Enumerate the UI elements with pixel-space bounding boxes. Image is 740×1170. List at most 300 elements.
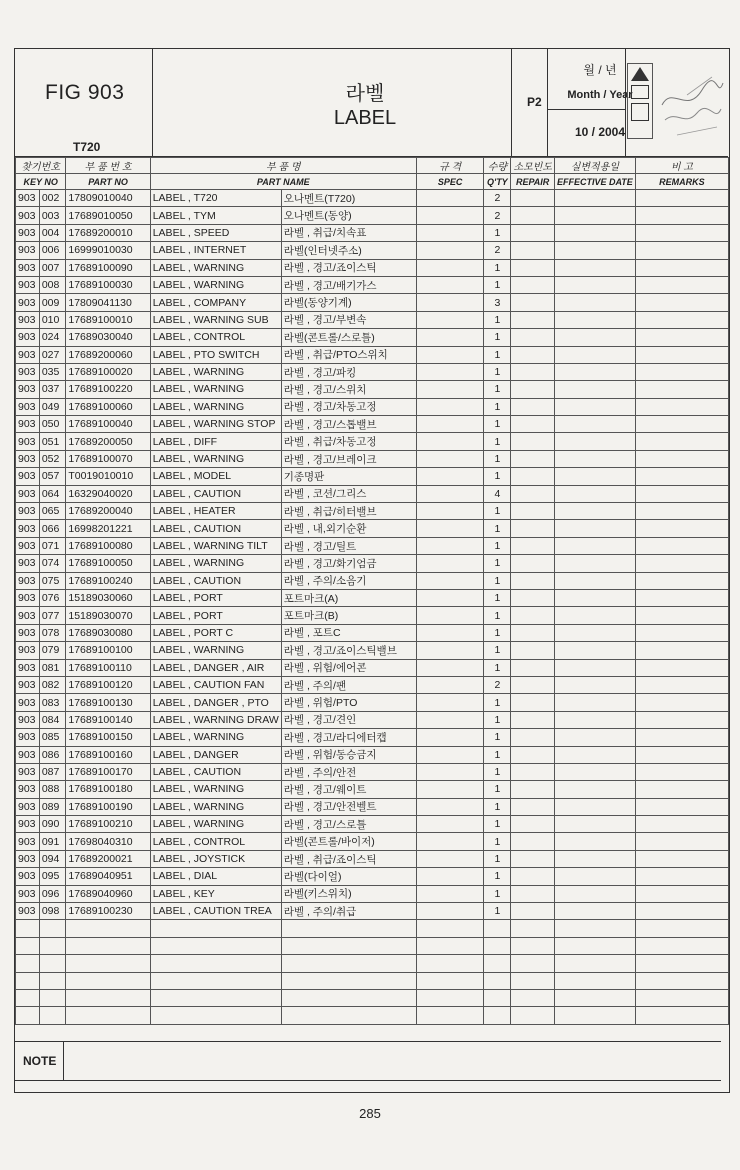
empty-cell [416, 955, 484, 972]
part-name-ko-cell: 라벨 , 위험/에어콘 [281, 659, 416, 676]
repair-cell [511, 572, 555, 589]
qty-cell: 1 [484, 816, 511, 833]
table-row [16, 329, 729, 346]
part-number-cell: 16999010030 [66, 242, 150, 259]
remarks-cell [635, 503, 728, 520]
key-cell: 077 [39, 607, 66, 624]
key-cell: 009 [39, 294, 66, 311]
part-number-cell: 17689030040 [66, 329, 150, 346]
effective-date-cell [554, 329, 635, 346]
spec-cell [416, 537, 484, 554]
empty-cell [416, 920, 484, 937]
part-name-en-cell: LABEL , WARNING STOP [150, 416, 281, 433]
key-cell: 027 [39, 346, 66, 363]
part-name-en-cell: LABEL , CONTROL [150, 833, 281, 850]
part-number-cell: 16329040020 [66, 485, 150, 502]
spec-cell [416, 850, 484, 867]
repair-cell [511, 763, 555, 780]
fig-cell: 903 [16, 659, 40, 676]
qty-cell: 1 [484, 520, 511, 537]
repair-cell [511, 781, 555, 798]
fig-cell: 903 [16, 503, 40, 520]
key-cell: 010 [39, 311, 66, 328]
key-cell: 074 [39, 555, 66, 572]
key-cell: 037 [39, 381, 66, 398]
spec-cell [416, 572, 484, 589]
part-name-en-cell: LABEL , CAUTION TREA [150, 903, 281, 920]
remarks-cell [635, 816, 728, 833]
empty-cell [150, 1007, 281, 1024]
table-row [16, 729, 729, 746]
qty-cell: 1 [484, 642, 511, 659]
empty-row [16, 955, 729, 972]
parts-table [15, 157, 729, 1025]
part-number-cell: 17689100020 [66, 363, 150, 380]
part-name-ko-cell: 라벨(키스위치) [281, 885, 416, 902]
approval-stamp [627, 63, 653, 139]
part-number-header: 부 품 번 호 [66, 158, 150, 174]
remarks-header: 비 고 [635, 158, 728, 174]
part-name-ko-cell: 라벨(동양기계) [281, 294, 416, 311]
key-cell: 064 [39, 485, 66, 502]
fig-cell: 903 [16, 242, 40, 259]
table-row [16, 868, 729, 885]
repair-cell [511, 346, 555, 363]
qty-cell: 1 [484, 363, 511, 380]
part-name-en-cell: LABEL , DANGER [150, 746, 281, 763]
effective-date-cell [554, 659, 635, 676]
part-name-ko-cell: 라벨 , 위험/PTO [281, 694, 416, 711]
effective-date-cell [554, 416, 635, 433]
qty-cell: 1 [484, 468, 511, 485]
empty-cell [16, 937, 40, 954]
part-name-en-cell: LABEL , WARNING [150, 816, 281, 833]
empty-cell [484, 920, 511, 937]
fig-cell: 903 [16, 416, 40, 433]
figure-number: FIG 903 [45, 81, 125, 104]
qty-cell: 4 [484, 485, 511, 502]
key-cell: 082 [39, 676, 66, 693]
header-divider [152, 49, 153, 156]
part-number-cell: 17689100080 [66, 537, 150, 554]
key-cell: 051 [39, 433, 66, 450]
remarks-cell [635, 520, 728, 537]
table-row [16, 363, 729, 380]
qty-cell: 1 [484, 224, 511, 241]
part-number-cell: 17689030080 [66, 624, 150, 641]
part-name-en-cell: LABEL , WARNING TILT [150, 537, 281, 554]
key-cell: 002 [39, 190, 66, 207]
table-row [16, 468, 729, 485]
part-number-cell: 17689100110 [66, 659, 150, 676]
empty-row [16, 989, 729, 1006]
part-name-en-cell: LABEL , CAUTION [150, 572, 281, 589]
spec-header: 규 격 [416, 158, 484, 174]
fig-cell: 903 [16, 398, 40, 415]
effective-date-cell [554, 694, 635, 711]
repair-cell [511, 607, 555, 624]
spec-cell [416, 311, 484, 328]
effective-date-cell [554, 850, 635, 867]
key-cell: 035 [39, 363, 66, 380]
effective-date-cell [554, 242, 635, 259]
spec-cell [416, 468, 484, 485]
repair-cell [511, 329, 555, 346]
spec-cell [416, 450, 484, 467]
repair-header: 소모빈도 [511, 158, 555, 174]
part-name-en-cell: LABEL , MODEL [150, 468, 281, 485]
empty-cell [39, 920, 66, 937]
key-cell: 066 [39, 520, 66, 537]
repair-cell [511, 207, 555, 224]
part-name-ko-cell: 라벨 , 코션/그리스 [281, 485, 416, 502]
repair-cell [511, 224, 555, 241]
key-header: 찾기번호 [16, 158, 66, 174]
empty-cell [281, 1007, 416, 1024]
empty-cell [484, 972, 511, 989]
part-name-header: 부 품 명 [150, 158, 416, 174]
repair-cell [511, 868, 555, 885]
repair-cell [511, 659, 555, 676]
part-name-en-cell: LABEL , CAUTION [150, 763, 281, 780]
spec-cell [416, 885, 484, 902]
spec-cell [416, 833, 484, 850]
repair-cell [511, 363, 555, 380]
spec-cell [416, 242, 484, 259]
table-row [16, 781, 729, 798]
fig-cell: 903 [16, 903, 40, 920]
part-name-ko-cell: 라벨(콘트롤/바이저) [281, 833, 416, 850]
effective-date-cell [554, 468, 635, 485]
part-number-cell: 17689200010 [66, 224, 150, 241]
empty-cell [16, 1007, 40, 1024]
part-number-cell: 17689100120 [66, 676, 150, 693]
part-name-ko-cell: 라벨 , 경고/죠이스틱밸브 [281, 642, 416, 659]
part-name-ko-cell: 라벨 , 내,외기순환 [281, 520, 416, 537]
part-name-ko-cell: 라벨 , 경고/브레이크 [281, 450, 416, 467]
model-name: T720 [73, 140, 101, 154]
table-row [16, 833, 729, 850]
effective-date-cell [554, 624, 635, 641]
repair-cell [511, 190, 555, 207]
key-cell: 071 [39, 537, 66, 554]
remarks-cell [635, 624, 728, 641]
part-number-cell: 17689040960 [66, 885, 150, 902]
table-row [16, 798, 729, 815]
header-divider [547, 109, 625, 110]
repair-cell [511, 259, 555, 276]
key-cell: 086 [39, 746, 66, 763]
fig-cell: 903 [16, 885, 40, 902]
table-row [16, 294, 729, 311]
qty-cell: 1 [484, 572, 511, 589]
remarks-cell [635, 589, 728, 606]
part-name-ko-cell: 라벨 , 경고/파킹 [281, 363, 416, 380]
table-row [16, 572, 729, 589]
part-name-ko-cell: 오나멘트(동양) [281, 207, 416, 224]
effective-date-cell [554, 833, 635, 850]
spec-cell [416, 676, 484, 693]
table-row [16, 503, 729, 520]
part-name-en-cell: LABEL , PTO SWITCH [150, 346, 281, 363]
spec-cell [416, 294, 484, 311]
empty-cell [281, 920, 416, 937]
remarks-cell [635, 242, 728, 259]
effective-date-cell [554, 190, 635, 207]
effective-date-cell [554, 346, 635, 363]
part-name-en-cell: LABEL , KEY [150, 885, 281, 902]
qty-cell: 1 [484, 503, 511, 520]
part-number-cell: 17689100210 [66, 816, 150, 833]
empty-cell [150, 989, 281, 1006]
sheet-header [15, 49, 728, 157]
note-box [15, 1042, 721, 1081]
qty-cell: 1 [484, 903, 511, 920]
fig-cell: 903 [16, 711, 40, 728]
remarks-cell [635, 798, 728, 815]
remarks-cell [635, 746, 728, 763]
effective-date-cell [554, 294, 635, 311]
remarks-header-en: REMARKS [635, 174, 728, 190]
empty-row [16, 937, 729, 954]
empty-cell [150, 972, 281, 989]
part-number-cell: 17689100070 [66, 450, 150, 467]
repair-cell [511, 833, 555, 850]
part-number-cell: 17689100140 [66, 711, 150, 728]
empty-cell [511, 1007, 555, 1024]
part-number-cell: 17689200060 [66, 346, 150, 363]
key-cell: 006 [39, 242, 66, 259]
spec-cell [416, 190, 484, 207]
key-cell: 004 [39, 224, 66, 241]
key-cell: 090 [39, 816, 66, 833]
part-number-cell: 16998201221 [66, 520, 150, 537]
remarks-cell [635, 763, 728, 780]
note-divider [63, 1042, 64, 1080]
empty-cell [416, 989, 484, 1006]
table-row [16, 311, 729, 328]
remarks-cell [635, 190, 728, 207]
part-name-ko-cell: 라벨(다이얼) [281, 868, 416, 885]
remarks-cell [635, 711, 728, 728]
effective-date-cell [554, 311, 635, 328]
part-name-ko-cell: 라벨 , 경고/스로틀 [281, 816, 416, 833]
qty-cell: 1 [484, 416, 511, 433]
empty-cell [416, 1007, 484, 1024]
effective-date-cell [554, 363, 635, 380]
part-number-cell: 17689100240 [66, 572, 150, 589]
empty-cell [66, 989, 150, 1006]
qty-cell: 1 [484, 729, 511, 746]
month-year-value: 10 / 2004 [574, 125, 626, 139]
effective-date-cell [554, 259, 635, 276]
effective-date-cell [554, 450, 635, 467]
empty-cell [554, 972, 635, 989]
repair-cell [511, 276, 555, 293]
empty-cell [554, 1007, 635, 1024]
key-cell: 081 [39, 659, 66, 676]
remarks-cell [635, 659, 728, 676]
key-cell: 078 [39, 624, 66, 641]
effective-date-cell [554, 816, 635, 833]
qty-cell: 1 [484, 329, 511, 346]
qty-cell: 1 [484, 311, 511, 328]
key-cell: 003 [39, 207, 66, 224]
remarks-cell [635, 676, 728, 693]
key-cell: 087 [39, 763, 66, 780]
table-row [16, 816, 729, 833]
empty-cell [484, 1007, 511, 1024]
part-name-en-cell: LABEL , WARNING [150, 642, 281, 659]
part-name-en-cell: LABEL , WARNING [150, 398, 281, 415]
table-row [16, 746, 729, 763]
spec-cell [416, 798, 484, 815]
fig-cell: 903 [16, 868, 40, 885]
parts-sheet [14, 48, 730, 1093]
fig-cell: 903 [16, 607, 40, 624]
part-name-en-cell: LABEL , CAUTION [150, 520, 281, 537]
empty-cell [511, 920, 555, 937]
part-name-en-cell: LABEL , INTERNET [150, 242, 281, 259]
remarks-cell [635, 885, 728, 902]
empty-cell [150, 937, 281, 954]
empty-cell [39, 989, 66, 1006]
spec-cell [416, 555, 484, 572]
part-name-ko-cell: 라벨 , 경고/라디에터캡 [281, 729, 416, 746]
remarks-cell [635, 850, 728, 867]
table-row [16, 589, 729, 606]
repair-cell [511, 537, 555, 554]
effective-date-cell [554, 781, 635, 798]
repair-cell [511, 311, 555, 328]
table-row [16, 398, 729, 415]
fig-cell: 903 [16, 294, 40, 311]
effective-date-cell [554, 433, 635, 450]
spec-cell [416, 503, 484, 520]
spec-cell [416, 642, 484, 659]
key-cell: 091 [39, 833, 66, 850]
spec-cell [416, 711, 484, 728]
spec-cell [416, 433, 484, 450]
part-name-ko-cell: 라벨 , 주의/팬 [281, 676, 416, 693]
repair-cell [511, 520, 555, 537]
spec-cell [416, 381, 484, 398]
part-name-en-cell: LABEL , WARNING [150, 259, 281, 276]
table-row [16, 763, 729, 780]
repair-cell [511, 242, 555, 259]
part-name-en-cell: LABEL , WARNING [150, 276, 281, 293]
part-name-ko-cell: 라벨 , 경고/안전벨트 [281, 798, 416, 815]
repair-cell [511, 746, 555, 763]
fig-cell: 903 [16, 381, 40, 398]
part-name-en-cell: LABEL , JOYSTICK [150, 850, 281, 867]
effective-date-cell [554, 572, 635, 589]
table-row [16, 903, 729, 920]
part-number-cell: 17689100050 [66, 555, 150, 572]
empty-cell [511, 989, 555, 1006]
part-name-en-cell: LABEL , WARNING [150, 381, 281, 398]
empty-cell [554, 955, 635, 972]
part-name-ko-cell: 라벨 , 취급/PTO스위치 [281, 346, 416, 363]
part-number-cell: 17689200040 [66, 503, 150, 520]
spec-cell [416, 694, 484, 711]
title-english: LABEL [333, 107, 397, 129]
spec-cell [416, 816, 484, 833]
repair-cell [511, 676, 555, 693]
part-name-ko-cell: 라벨 , 경고/견인 [281, 711, 416, 728]
part-number-cell: 15189030060 [66, 589, 150, 606]
empty-cell [416, 937, 484, 954]
spec-cell [416, 224, 484, 241]
effective-date-cell [554, 711, 635, 728]
fig-cell: 903 [16, 555, 40, 572]
part-number-cell: 17689100230 [66, 903, 150, 920]
key-cell: 075 [39, 572, 66, 589]
qty-cell: 3 [484, 294, 511, 311]
effective-date-cell [554, 224, 635, 241]
remarks-cell [635, 207, 728, 224]
qty-cell: 1 [484, 381, 511, 398]
part-number-cell: 17689100220 [66, 381, 150, 398]
spec-cell [416, 346, 484, 363]
table-row [16, 381, 729, 398]
table-row [16, 485, 729, 502]
part-name-ko-cell: 라벨 , 경고/틸트 [281, 537, 416, 554]
part-name-en-cell: LABEL , WARNING [150, 450, 281, 467]
part-name-ko-cell: 라벨 , 취급/차동고정 [281, 433, 416, 450]
empty-cell [66, 1007, 150, 1024]
part-name-ko-cell: 라벨 , 포트C [281, 624, 416, 641]
effective-date-cell [554, 207, 635, 224]
repair-cell [511, 294, 555, 311]
qty-cell: 1 [484, 781, 511, 798]
table-row [16, 433, 729, 450]
part-name-en-cell: LABEL , WARNING [150, 363, 281, 380]
table-row [16, 190, 729, 207]
empty-cell [281, 989, 416, 1006]
remarks-cell [635, 607, 728, 624]
effective-date-cell [554, 885, 635, 902]
key-cell: 095 [39, 868, 66, 885]
stamp-box-icon [631, 103, 649, 121]
remarks-cell [635, 642, 728, 659]
qty-cell: 1 [484, 450, 511, 467]
key-cell: 084 [39, 711, 66, 728]
key-cell: 050 [39, 416, 66, 433]
remarks-cell [635, 224, 728, 241]
effective-date-cell [554, 903, 635, 920]
key-cell: 008 [39, 276, 66, 293]
spec-cell [416, 363, 484, 380]
part-name-en-cell: LABEL , DANGER , AIR [150, 659, 281, 676]
qty-cell: 1 [484, 398, 511, 415]
part-name-ko-cell: 라벨 , 경고/화기엄금 [281, 555, 416, 572]
table-row [16, 624, 729, 641]
empty-cell [635, 955, 728, 972]
part-number-cell: 17689100190 [66, 798, 150, 815]
repair-cell [511, 885, 555, 902]
part-name-ko-cell: 포트마크(A) [281, 589, 416, 606]
part-name-ko-cell: 라벨 , 경고/부변속 [281, 311, 416, 328]
fig-cell: 903 [16, 746, 40, 763]
empty-cell [66, 920, 150, 937]
table-row [16, 659, 729, 676]
empty-cell [16, 972, 40, 989]
qty-cell: 2 [484, 242, 511, 259]
part-number-cell: 17689100040 [66, 416, 150, 433]
note-label: NOTE [23, 1054, 57, 1068]
spec-cell [416, 398, 484, 415]
